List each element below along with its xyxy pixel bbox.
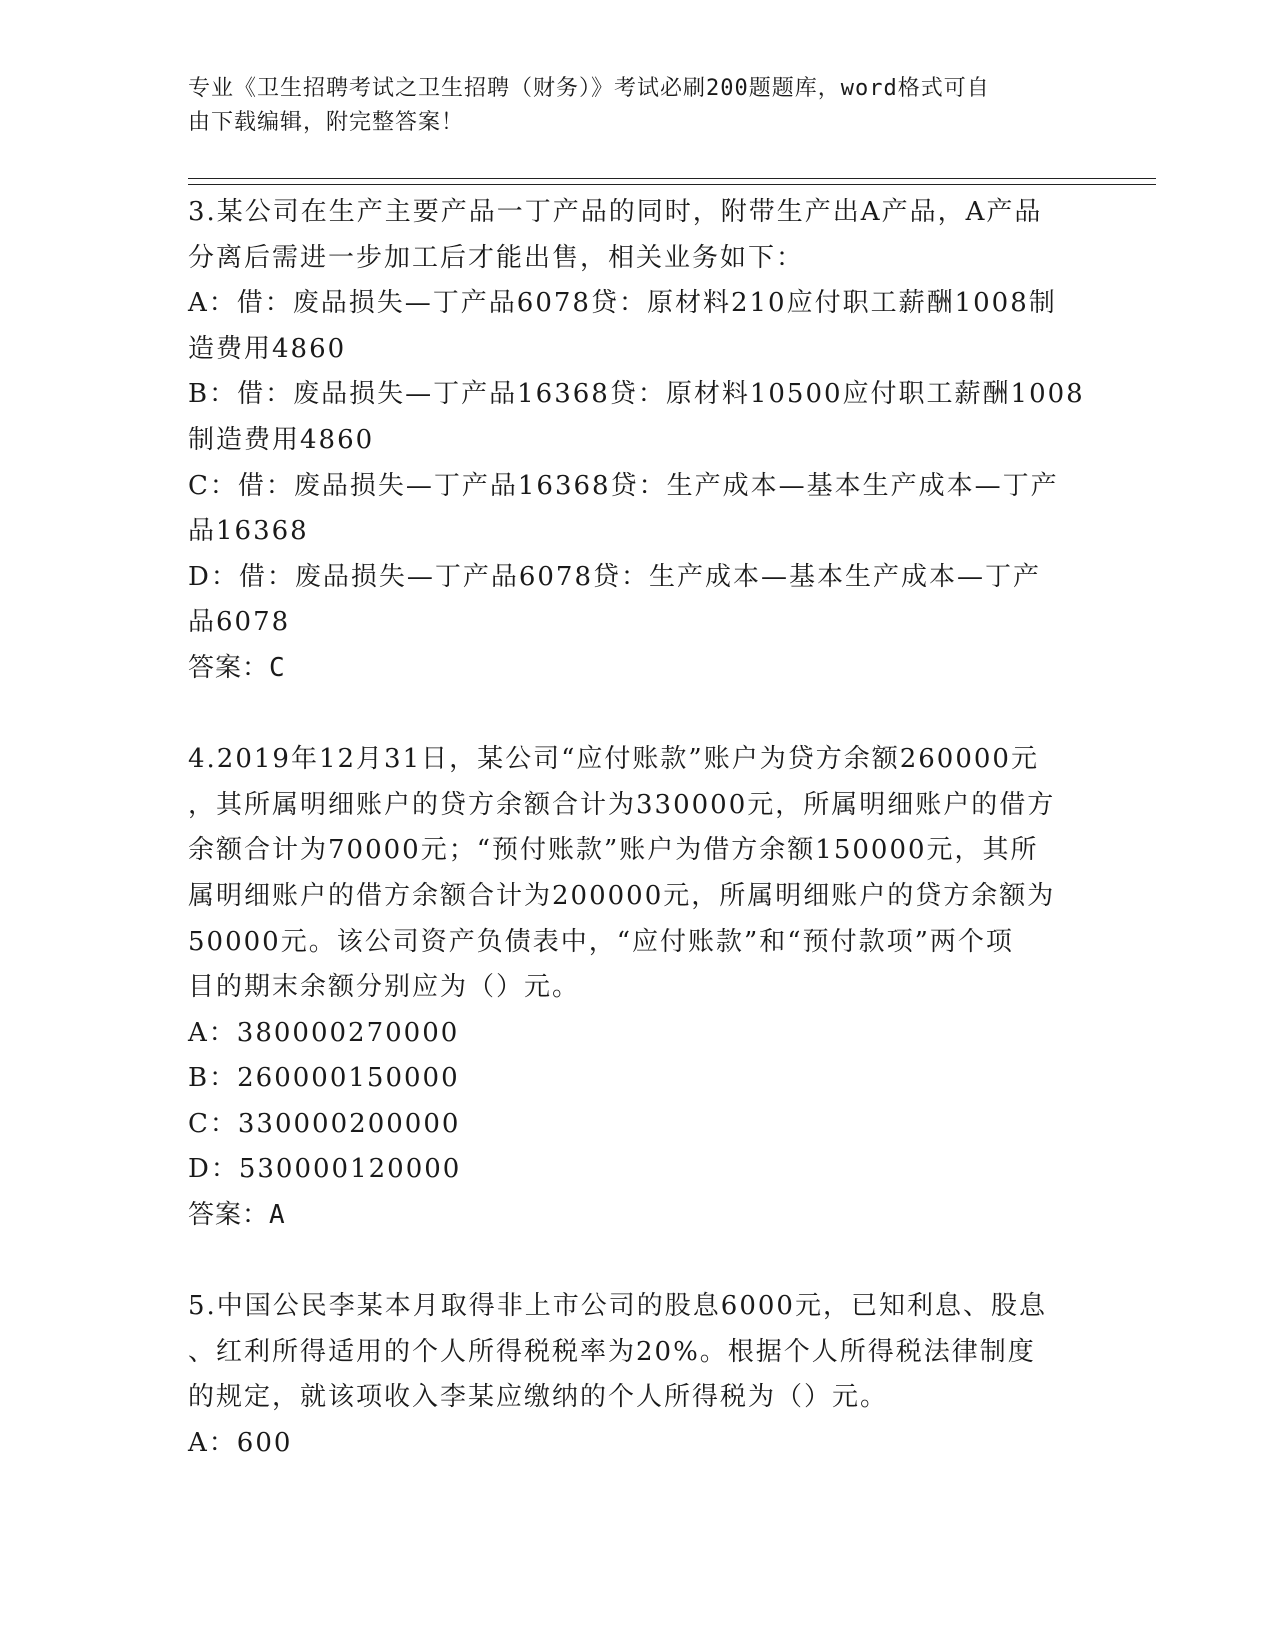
option-a-line: 造费用4860 [188,333,347,364]
question-block [188,737,1108,1239]
option-c-line: C：330000200000 [188,1108,461,1139]
header-line: 专业《卫生招聘考试之卫生招聘（财务）》考试必刷200题题库，word格式可自 [188,76,990,101]
header-divider [188,178,1156,179]
option-c-line: 品16368 [188,516,309,547]
question-stem-line: 、红利所得适用的个人所得税税率为20%。根据个人所得税法律制度 [188,1336,1036,1367]
question-stem-line: 余额合计为70000元；“预付账款”账户为借方余额150000元，其所 [188,835,1039,866]
option-d-line: D：借：废品损失—丁产品6078贷：生产成本—基本生产成本—丁产 [188,561,1042,592]
question-stem-line: 4.2019年12月31日，某公司“应付账款”账户为贷方余额260000元 [188,744,1039,775]
question-stem-line: 的规定，就该项收入李某应缴纳的个人所得税为（）元。 [188,1382,889,1413]
option-c-line: C：借：废品损失—丁产品16368贷：生产成本—基本生产成本—丁产 [188,470,1059,501]
question-stem-line: 50000元。该公司资产负债表中，“应付账款”和“预付款项”两个项 [188,926,1014,957]
question-spacer [188,692,1108,738]
question-stem-line: 属明细账户的借方余额合计为200000元，所属明细账户的贷方余额为 [188,880,1056,911]
document-header [188,72,1088,140]
header-divider [188,184,1156,185]
answer-line: 答案：C [188,652,286,683]
question-spacer [188,1239,1108,1285]
option-a-line: A：借：废品损失—丁产品6078贷：原材料210应付职工薪酬1008制 [188,288,1057,319]
question-stem-line: 5.中国公民李某本月取得非上市公司的股息6000元，已知利息、股息 [188,1291,1047,1322]
answer-line: 答案：A [188,1200,286,1231]
question-stem-line: 目的期末余额分别应为（）元。 [188,972,581,1003]
option-d-line: D：530000120000 [188,1154,462,1185]
question-block [188,1284,1108,1466]
option-a-line: A：380000270000 [188,1017,460,1048]
option-b-line: B：260000150000 [188,1063,460,1094]
option-d-line: 品6078 [188,607,291,638]
header-line: 由下载编辑，附完整答案！ [188,110,465,135]
question-list [188,190,1108,1467]
question-stem-line: 3.某公司在生产主要产品一丁产品的同时，附带生产出A产品，A产品 [188,197,1043,227]
option-a-line: A：600 [188,1428,293,1459]
question-stem-line: ，其所属明细账户的贷方余额合计为330000元，所属明细账户的借方 [188,789,1056,820]
question-stem-line: 分离后需进一步加工后才能出售，相关业务如下： [188,242,805,273]
option-b-line: 制造费用4860 [188,424,375,455]
question-block [188,190,1108,692]
option-b-line: B：借：废品损失—丁产品16368贷：原材料10500应付职工薪酬1008 [188,379,1085,410]
